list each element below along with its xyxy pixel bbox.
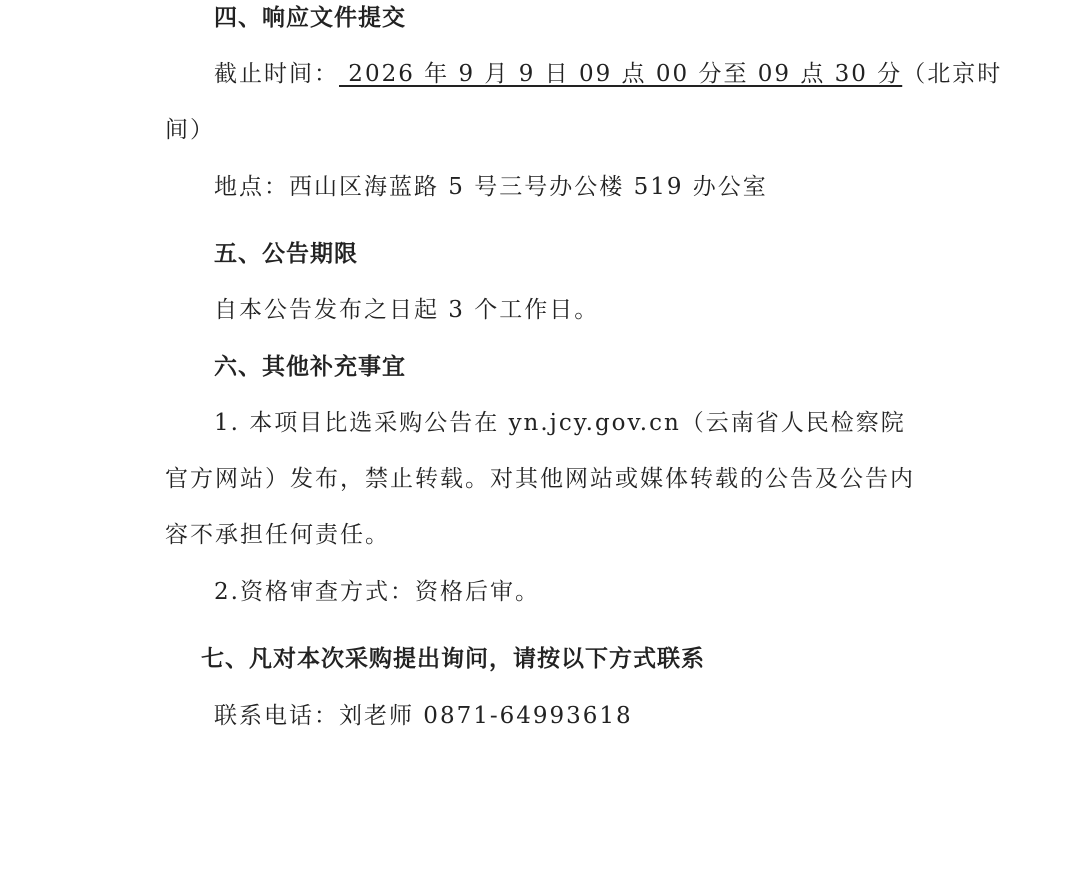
item-2-text: 2.资格审查方式：资格后审。 [214,579,540,605]
item-1-line-1: 1. 本项目比选采购公告在 yn.jcy.gov.cn（云南省人民检察院 [214,410,906,436]
deadline-suffix: （北京时 [902,61,1003,87]
section-6-heading: 六、其他补充事宜 [214,354,406,380]
section-5-heading: 五、公告期限 [214,241,358,267]
section-4-heading: 四、响应文件提交 [214,5,406,31]
item-1-line-2: 官方网站）发布，禁止转载。对其他网站或媒体转载的公告及公告内 [165,466,915,492]
item-1-line-3: 容不承担任何责任。 [165,522,390,548]
deadline-label: 截止时间： [214,61,339,87]
section-7-heading: 七、凡对本次采购提出询问，请按以下方式联系 [201,646,705,672]
deadline-line [214,59,1002,89]
deadline-suffix-continued: 间） [165,117,215,143]
notice-period-text: 自本公告发布之日起 3 个工作日。 [214,297,600,323]
location-text: 地点：西山区海蓝路 5 号三号办公楼 519 办公室 [214,174,768,200]
deadline-value: 2026 年 9 月 9 日 09 点 00 分至 09 点 30 分 [339,61,903,87]
contact-text: 联系电话：刘老师 0871-64993618 [214,703,633,729]
